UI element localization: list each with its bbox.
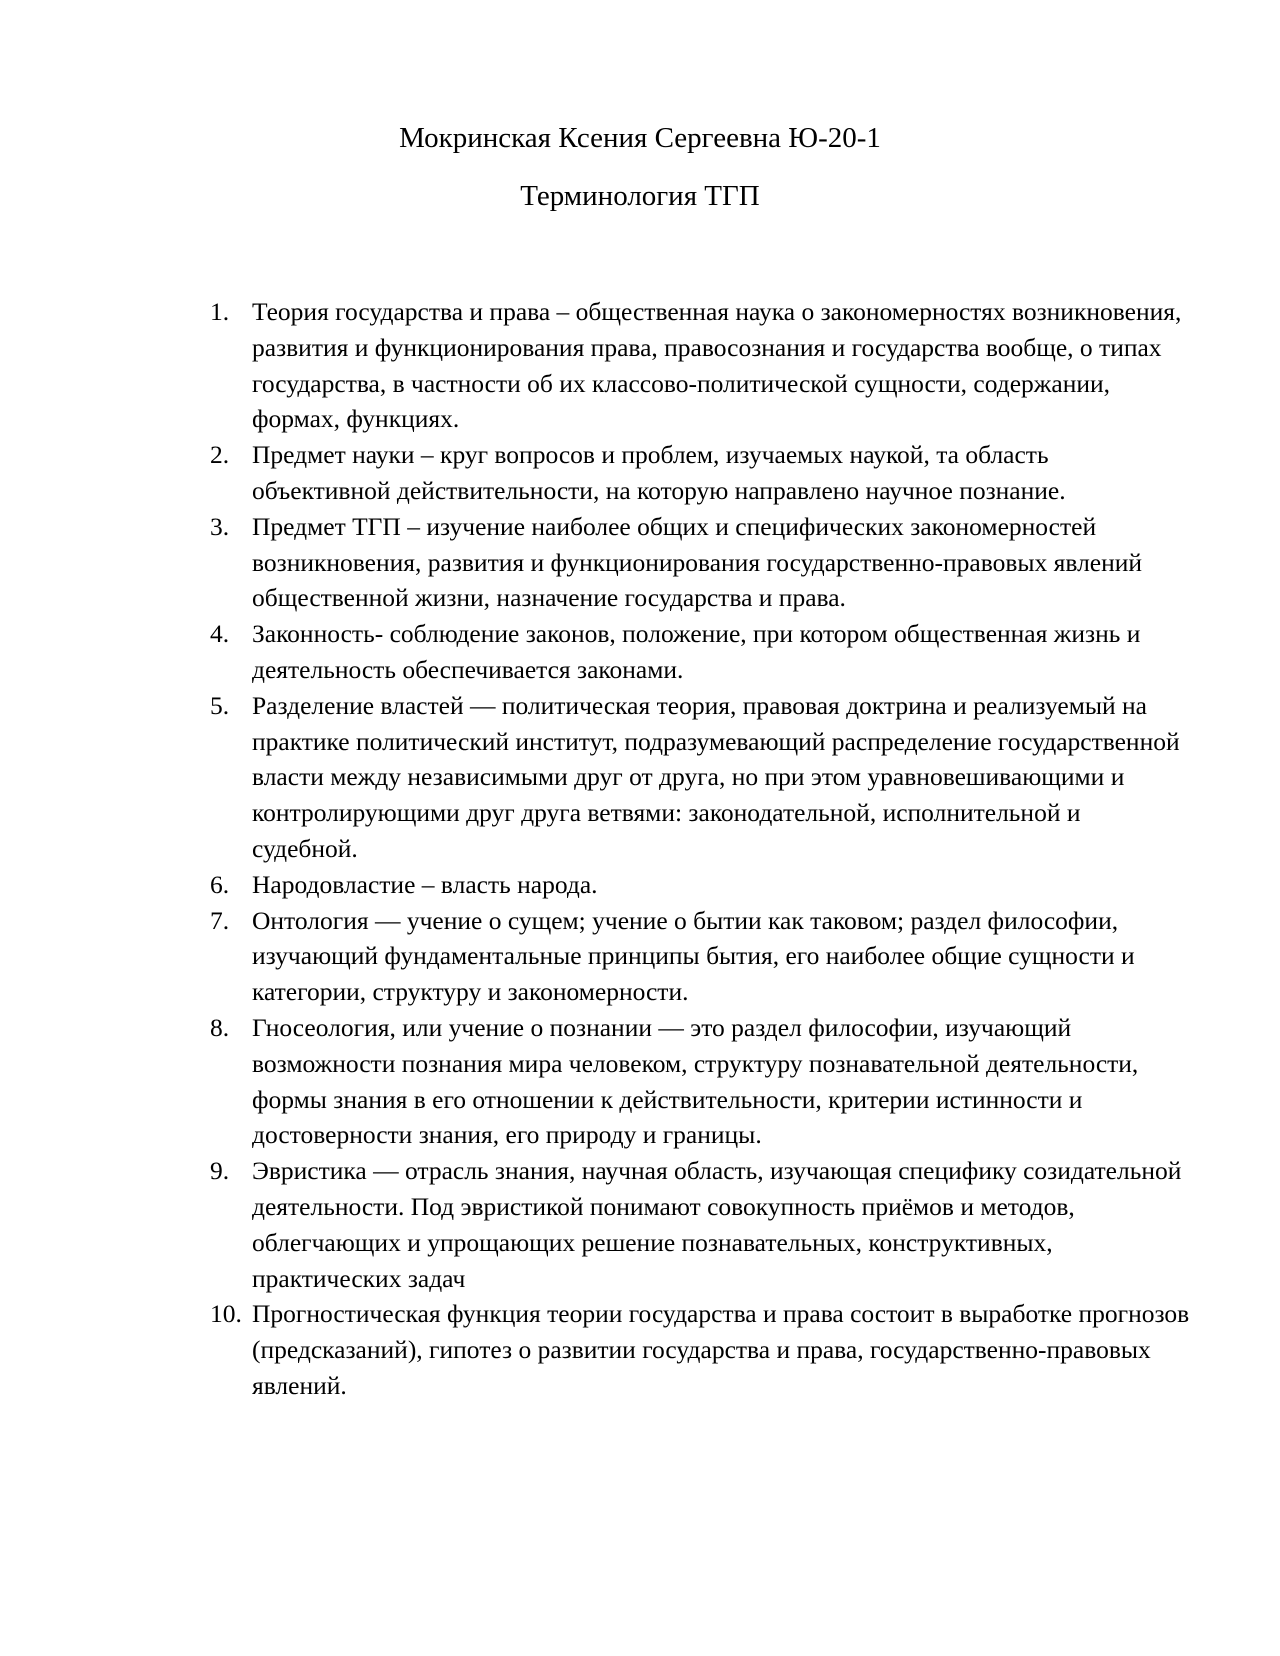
term-number: 2. <box>210 440 230 470</box>
term-number: 8. <box>210 1012 230 1042</box>
term-number: 1. <box>210 297 230 326</box>
term-text: Народовластие – власть народа. <box>252 869 598 899</box>
author-line: Мокринская Ксения Сергеевна Ю-20-1 <box>399 122 881 154</box>
term-item-9 <box>210 1153 1190 1296</box>
term-text: Предмет науки – круг вопросов и проблем, изучаемых наукой, та область объективной действительности, на которую направлено научное познание. <box>252 440 1066 505</box>
document-title: Терминология ТГП <box>520 180 760 212</box>
term-item-8 <box>210 1010 1190 1153</box>
term-text: Теория государства и права – общественная наука о закономерностях возникновения, развития и функционирования права, правосознания и государства вообще, о типах государства, в частности об их классово-политической сущности, содержании, формах, функциях. <box>252 297 1182 434</box>
term-item-2 <box>210 437 1190 509</box>
term-item-3 <box>210 509 1190 616</box>
term-text: Онтология — учение о сущем; учение о бытии как таковом; раздел философии, изучающий фундаментальные принципы бытия, его наиболее общие сущности и категории, структуру и закономерности. <box>252 905 1135 1007</box>
term-number: 6. <box>210 869 230 899</box>
term-item-10 <box>210 1296 1190 1403</box>
term-number: 10. <box>210 1299 242 1329</box>
term-item-6 <box>210 867 1190 903</box>
term-item-5 <box>210 688 1190 867</box>
term-text: Гносеология, или учение о познании — это раздел философии, изучающий возможности познания мира человеком, структуру познавательной деятельности, формы знания в его отношении к действительности, критерии истинности и достоверности знания, его природу и границы. <box>252 1012 1139 1150</box>
term-text: Прогностическая функция теории государства и права состоит в выработке прогнозов (предсказаний), гипотез о развитии государства и права, государственно-правовых явлений. <box>252 1299 1190 1400</box>
term-number: 4. <box>210 619 230 649</box>
term-item-4 <box>210 616 1190 688</box>
term-number: 7. <box>210 905 230 935</box>
term-item-1 <box>210 294 1190 437</box>
term-number: 9. <box>210 1156 230 1186</box>
term-item-7 <box>210 903 1190 1010</box>
term-text: Разделение властей — политическая теория, правовая доктрина и реализуемый на практике политический институт, подразумевающий распределение государственной власти между независимыми друг от друга, но при этом уравновешивающими и контролирующими друг друга ветвями: законодательной, исполнительной и судебной. <box>252 690 1180 863</box>
term-text: Предмет ТГП – изучение наиболее общих и специфических закономерностей возникновения, развития и функционирования государственно-правовых явлений общественной жизни, назначение государства и права. <box>252 511 1143 613</box>
terms-list <box>210 294 1190 1404</box>
term-text: Эвристика — отрасль знания, научная область, изучающая специфику созидательной деятельности. Под эвристикой понимают совокупность приёмов и методов, облегчающих и упрощающих решение познавательных, конструктивных, практических задач <box>252 1156 1182 1293</box>
term-number: 3. <box>210 511 230 541</box>
term-number: 5. <box>210 690 230 720</box>
term-text: Законность- соблюдение законов, положение, при котором общественная жизнь и деятельность обеспечивается законами. <box>252 619 1141 684</box>
